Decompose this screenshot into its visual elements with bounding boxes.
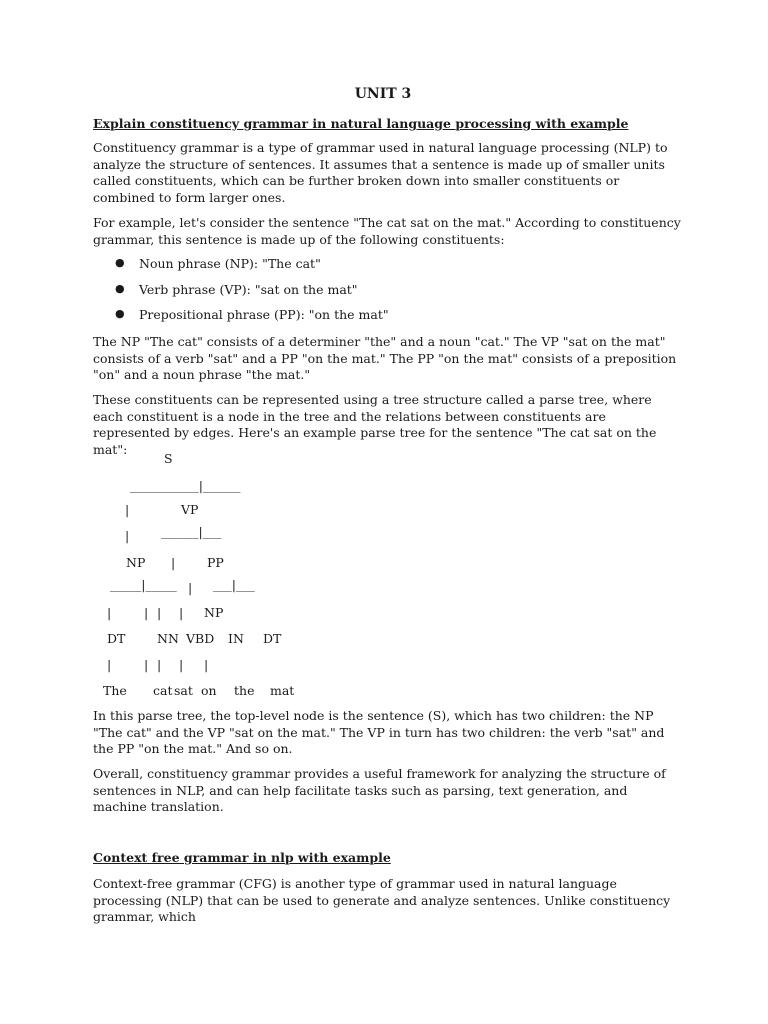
tree-word: on: [201, 683, 217, 698]
tree-edge: |: [144, 657, 149, 672]
tree-node-np: NP: [126, 555, 146, 570]
list-item-text: Noun phrase (NP): "The cat": [139, 256, 321, 271]
tree-word: cat: [153, 683, 173, 698]
tree-edge: |: [179, 657, 184, 672]
tree-edge: |: [125, 528, 130, 543]
tree-tag-in: IN: [228, 631, 244, 646]
tree-tag-nn: NN: [157, 631, 179, 646]
section-heading-cfg: Context free grammar in nlp with example: [93, 850, 391, 865]
tree-node-s: S: [164, 451, 173, 466]
bullet-icon: ●: [115, 281, 125, 295]
paragraph-parse-tree-intro: These constituents can be represented using a tree structure called a parse tree, where each constituent is a node in the tree and the relations between constituents are represented by edges. Here's an example parse tree for the sentence "The cat sat on the mat":: [93, 392, 657, 457]
tree-edge: |: [179, 605, 184, 620]
tree-node-np: NP: [204, 605, 224, 620]
list-item-text: Verb phrase (VP): "sat on the mat": [139, 281, 358, 297]
tree-branch: ______|___: [161, 524, 222, 539]
tree-edge: |: [157, 605, 162, 620]
tree-edge: |: [188, 580, 193, 595]
tree-edge: |: [125, 502, 130, 517]
parse-tree: [93, 0, 683, 1024]
paragraph-intro: Constituency grammar is a type of grammar used in natural language processing (NLP) to analyze the structure of sentences. It assumes that a sentence is made up of smaller units called constituents, which can be further broken down into smaller constituents or combined to form larger ones.: [93, 140, 668, 205]
tree-edge: |: [204, 657, 209, 672]
paragraph-conclusion: Overall, constituency grammar provides a useful framework for analyzing the structure of sentences in NLP, and can help facilitate tasks such as parsing, text generation, and machine translation.: [93, 766, 666, 814]
tree-branch: ___|___: [213, 577, 255, 592]
tree-word: sat: [174, 683, 193, 698]
tree-node-vp: VP: [181, 502, 199, 517]
tree-edge: |: [144, 605, 149, 620]
tree-edge: |: [107, 657, 112, 672]
tree-tag-vbd: VBD: [186, 631, 215, 646]
tree-edge: |: [171, 555, 176, 570]
bullet-icon: ●: [115, 307, 125, 320]
bullet-icon: ●: [115, 256, 125, 269]
paragraph-tree-explanation: In this parse tree, the top-level node is the sentence (S), which has two children: the NP "The cat" and the VP "sat on the mat." The VP in turn has two children: the verb "sat" and the PP "on the mat." And so on.: [93, 708, 665, 756]
paragraph-example: For example, let's consider the sentence "The cat sat on the mat." According to constituency grammar, this sentence is made up of the following constituents:: [93, 215, 681, 247]
tree-node-pp: PP: [207, 555, 224, 570]
tree-edge: |: [107, 605, 112, 620]
unit-title: UNIT 3: [354, 86, 412, 102]
tree-tag-dt: DT: [263, 631, 282, 646]
tree-word: the: [234, 683, 255, 698]
paragraph-np-vp: The NP "The cat" consists of a determiner "the" and a noun "cat." The VP "sat on the mat" consists of a verb "sat" and a PP "on the mat." The PP "on the mat" consists of a preposition "on" and a noun phrase "the mat.": [93, 334, 677, 382]
paragraph-cfg-intro: Context-free grammar (CFG) is another type of grammar used in natural language processing (NLP) that can be used to generate and analyze sentences. Unlike constituency grammar, which: [93, 876, 671, 924]
section-heading-constituency: Explain constituency grammar in natural language processing with example: [93, 116, 629, 131]
tree-word: The: [103, 683, 127, 698]
tree-branch: _____|_____: [110, 577, 177, 592]
tree-tag-dt: DT: [107, 631, 126, 646]
tree-edge: |: [157, 657, 162, 672]
tree-word: mat: [270, 683, 295, 698]
tree-branch: ___________|______: [130, 478, 241, 493]
list-item-text: Prepositional phrase (PP): "on the mat": [139, 307, 389, 322]
